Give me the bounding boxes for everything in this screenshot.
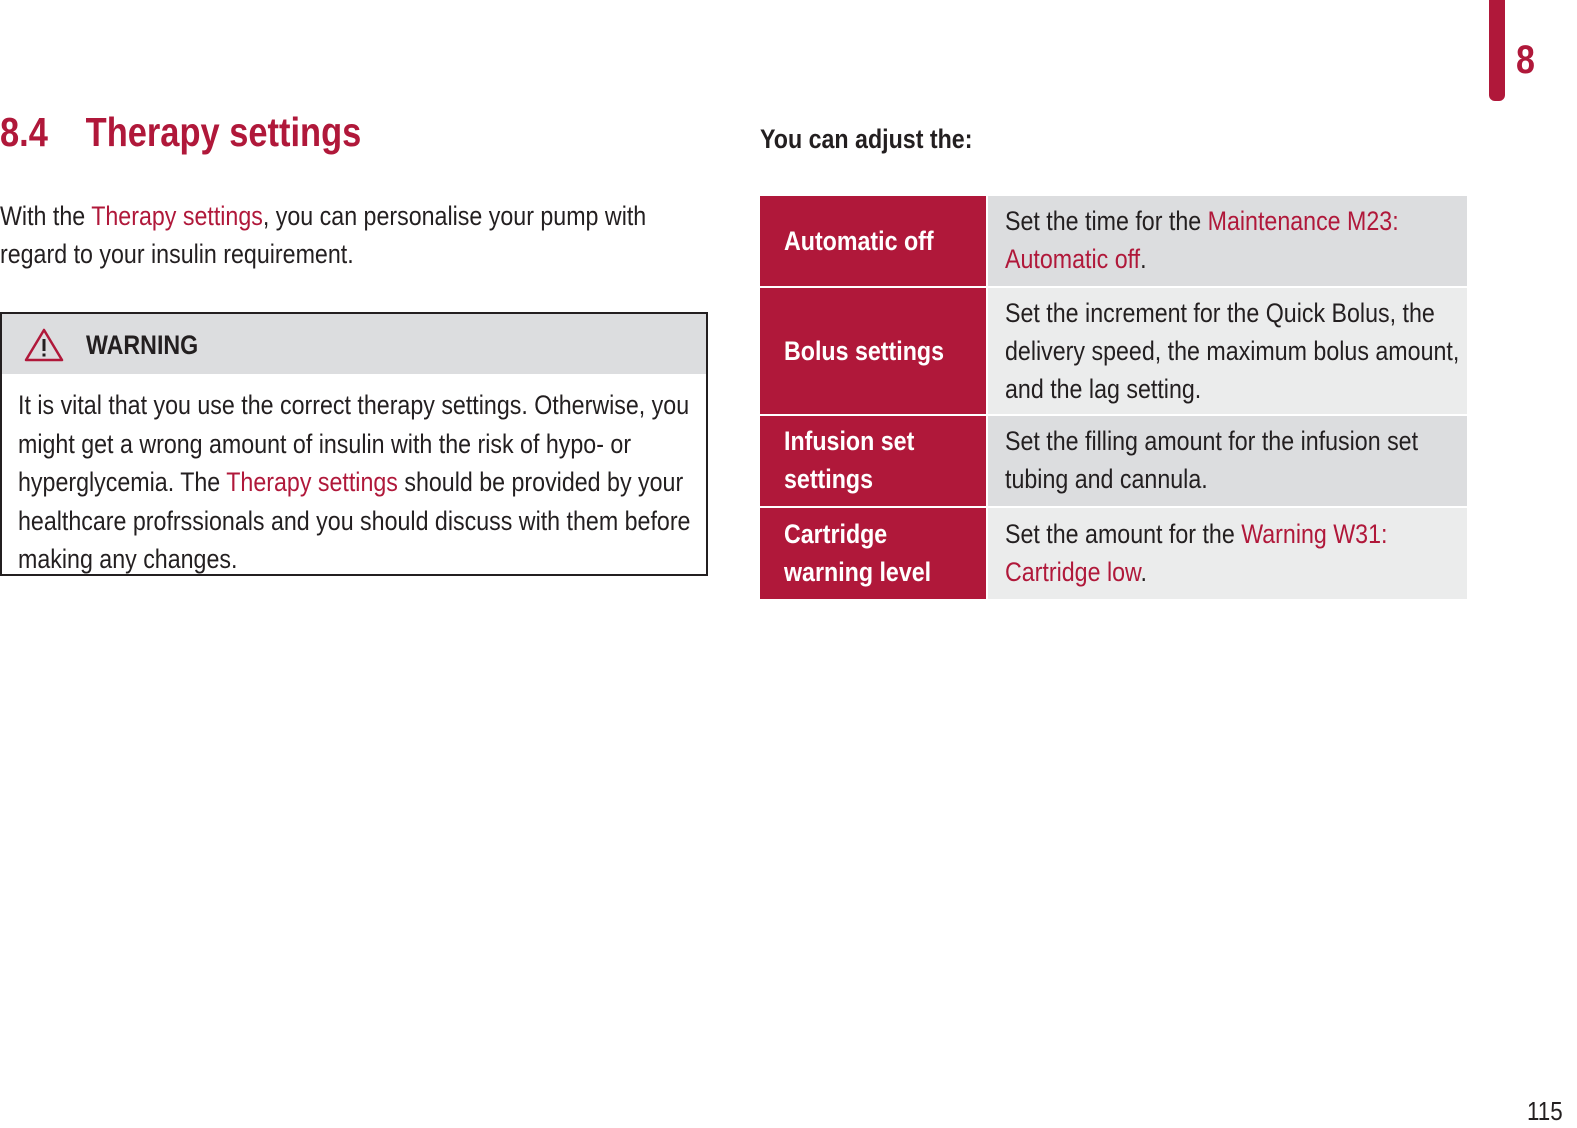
setting-desc-cell xyxy=(987,287,1467,415)
section-title: Therapy settings xyxy=(85,109,362,155)
warning-therapy-settings-link: Therapy settings xyxy=(226,467,398,497)
setting-desc-cell xyxy=(987,196,1467,287)
table-row xyxy=(760,287,1467,415)
intro-therapy-settings-link: Therapy settings xyxy=(91,201,263,231)
intro-text-after: , you can personalise your pump with regard to your insulin requirement. xyxy=(0,201,647,269)
setting-name-cell xyxy=(760,196,987,287)
setting-desc-text: Set the filling amount for the infusion set tubing and cannula. xyxy=(1005,426,1419,494)
adjust-label: You can adjust the: xyxy=(760,124,973,154)
warning-body xyxy=(18,386,706,579)
table-row xyxy=(760,507,1467,599)
chapter-tab-bar xyxy=(1489,0,1505,101)
warning-text-after: should be provided by your healthcare profrssionals and you should discuss with them before making any changes. xyxy=(18,467,691,574)
setting-desc-cell xyxy=(987,415,1467,507)
setting-name-cell xyxy=(760,287,987,415)
setting-desc xyxy=(1005,515,1461,591)
intro-paragraph xyxy=(0,197,688,273)
section-number: 8.4 xyxy=(0,109,48,155)
setting-desc-link: Warning W31: Cartridge low xyxy=(1005,518,1388,587)
setting-name: Cartridge warning level xyxy=(784,518,932,587)
table-row xyxy=(760,196,1467,287)
warning-title: WARNING xyxy=(86,330,199,360)
chapter-number: 8 xyxy=(1516,38,1535,82)
table-row xyxy=(760,415,1467,507)
setting-name: Automatic off xyxy=(784,226,934,256)
setting-desc-text: Set the time for the xyxy=(1005,206,1208,236)
warning-box xyxy=(0,312,708,576)
settings-table xyxy=(760,196,1467,599)
setting-desc-text: Set the amount for the xyxy=(1005,518,1242,549)
setting-desc xyxy=(1005,202,1461,278)
setting-desc-text: Set the increment for the Quick Bolus, the delivery speed, the maximum bolus amount, and the lag setting. xyxy=(1005,298,1460,404)
setting-desc xyxy=(1005,422,1461,498)
warning-triangle-icon xyxy=(24,328,64,362)
setting-name: Infusion set settings xyxy=(784,426,915,494)
setting-name-cell xyxy=(760,415,987,507)
setting-name-cell xyxy=(760,507,987,599)
warning-header xyxy=(2,314,706,374)
setting-desc-cell xyxy=(987,507,1467,599)
setting-desc-end: . xyxy=(1140,244,1147,274)
setting-desc-link: Maintenance M23: Automatic off xyxy=(1005,206,1399,274)
section-heading xyxy=(0,108,361,157)
setting-desc xyxy=(1005,294,1461,408)
setting-name: Bolus settings xyxy=(784,336,944,366)
intro-text-before: With the xyxy=(0,201,92,231)
page-number: 115 xyxy=(1527,1096,1563,1126)
warning-text-before: It is vital that you use the correct therapy settings. Otherwise, you might get a wrong amount of insulin with the risk of hypo- or hyperglycemia. The xyxy=(18,390,690,497)
setting-desc-end: . xyxy=(1140,556,1147,587)
